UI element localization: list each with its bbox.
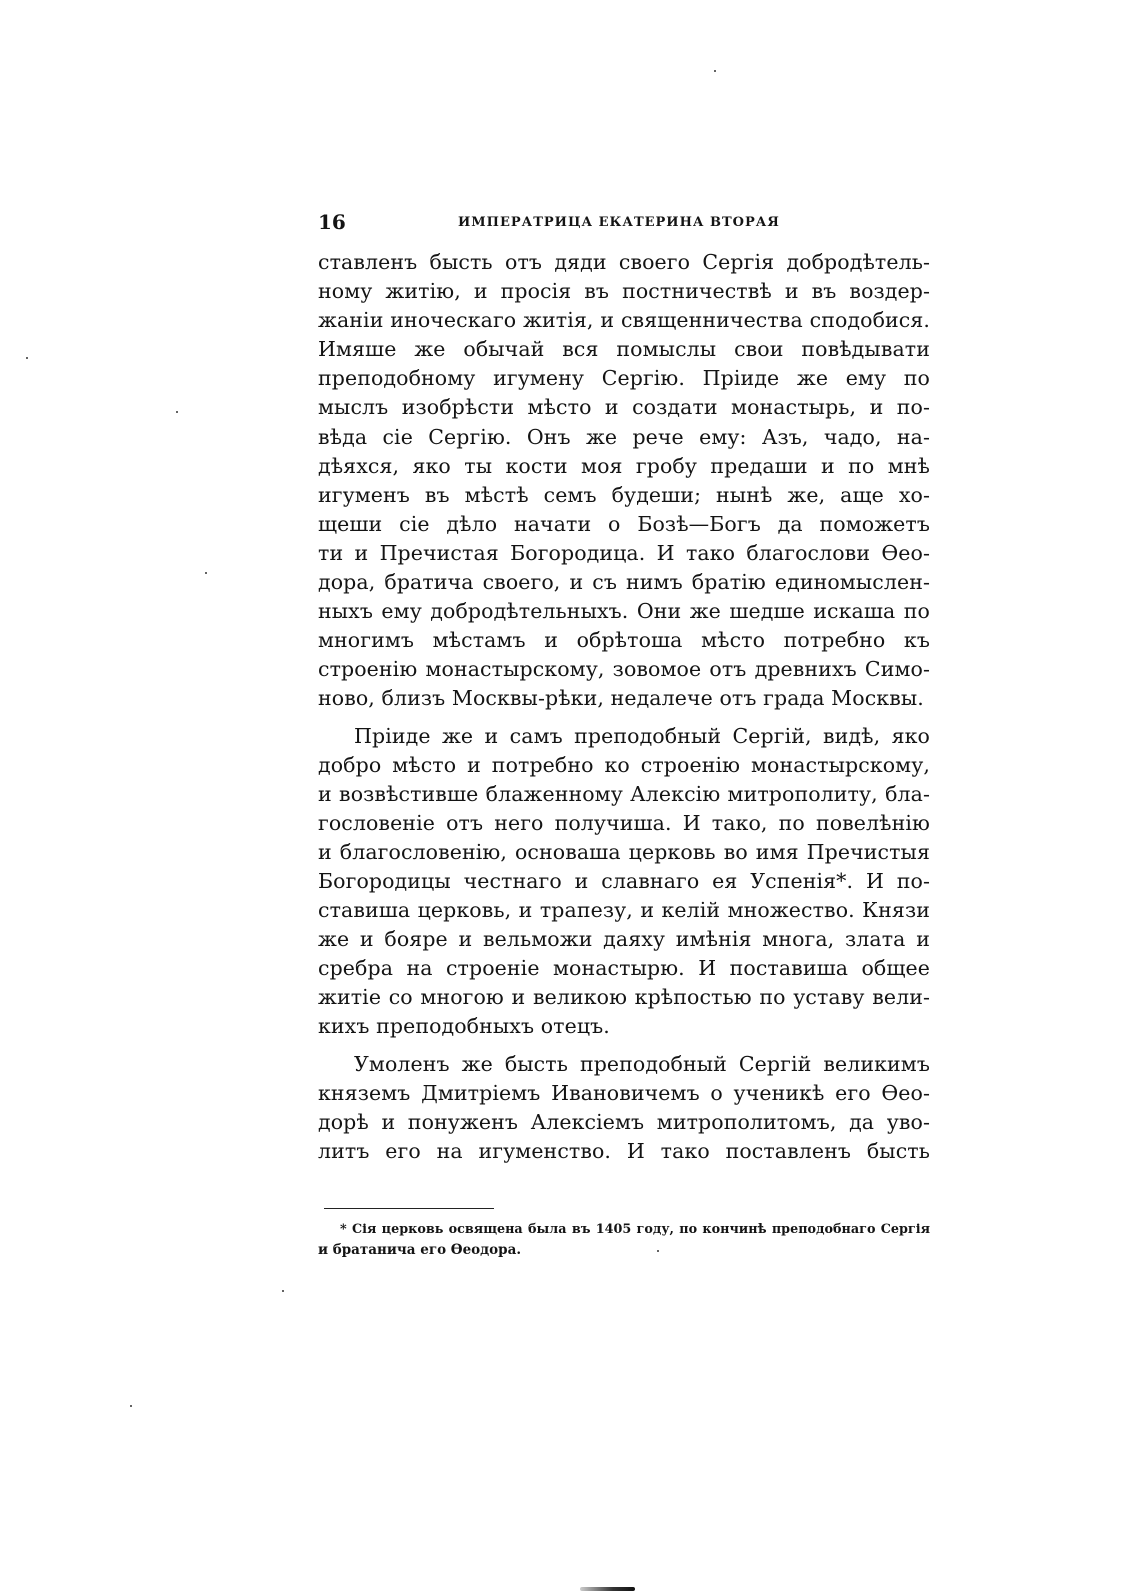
text-line: гословеніе отъ него получиша. И тако, по повелѣнію — [318, 810, 930, 835]
text-line: добро мѣсто и потребно ко строенію монастырскому, — [318, 752, 930, 777]
text-line: ному житію, и просія въ постничествѣ и въ воздер- — [318, 279, 930, 304]
text-line: Богородицы честнаго и славнаго ея Успенія*. И по- — [318, 868, 930, 893]
text-line: же и бояре и вельможи даяху имѣнія многа, злата и — [318, 927, 930, 952]
text-line: ново, близъ Москвы-рѣки, недалече отъ града Москвы. — [318, 686, 924, 711]
paragraph-3 — [318, 1050, 930, 1166]
footnote-line: * Сія церковь освящена была въ 1405 году, по кончинѣ преподобнаго Сергія — [340, 1222, 930, 1237]
text-line: дора, братича своего, и съ нимъ братію единомыслен- — [318, 570, 930, 595]
paragraph-2 — [318, 722, 930, 1042]
footnote-divider — [324, 1208, 494, 1209]
text-line: дѣяхся, яко ты кости моя гробу предаши и по мнѣ — [318, 453, 930, 478]
text-line: Имяше же обычай вся помыслы свои повѣдывати — [318, 337, 930, 362]
scan-speck — [130, 1405, 132, 1407]
text-line: щеши сіе дѣло начати о Бозѣ—Богъ да поможетъ — [318, 511, 930, 536]
scan-smudge — [580, 1587, 635, 1591]
text-line: житіе со многою и великою крѣпостью по уставу вели- — [318, 985, 930, 1010]
text-line: ставиша церковь, и трапезу, и келій множество. Князи — [318, 898, 930, 923]
text-line: ти и Пречистая Богородица. И тако благослови Ѳео- — [318, 540, 930, 565]
footnote-line: и братанича его Ѳеодора. — [318, 1242, 522, 1258]
page-number: 16 — [318, 210, 346, 234]
paragraph-1 — [318, 248, 930, 714]
scan-speck — [714, 70, 716, 72]
text-line: ныхъ ему добродѣтельныхъ. Они же шедше искаша по — [318, 599, 930, 624]
text-line: кихъ преподобныхъ отецъ. — [318, 1014, 610, 1039]
text-line: ставленъ бысть отъ дяди своего Сергія добродѣтель- — [318, 250, 930, 274]
scan-speck — [282, 1290, 284, 1292]
text-line: строенію монастырскому, зовомое отъ древнихъ Симо- — [318, 657, 930, 682]
running-head: ИМПЕРАТРИЦА ЕКАТЕРИНА ВТОРАЯ — [458, 215, 780, 230]
text-line: и возвѣстивше блаженному Алексію митрополиту, бла- — [318, 781, 930, 806]
footnote — [318, 1219, 930, 1261]
scan-speck — [176, 411, 178, 413]
text-line: литъ его на игуменство. И тако поставленъ бысть — [318, 1138, 930, 1163]
text-line: и благословенію, основаша церковь во имя Пречистыя — [318, 839, 930, 864]
text-line: вѣда сіе Сергію. Онъ же рече ему: Азъ, чадо, на- — [318, 424, 930, 449]
text-line: жаніи иноческаго житія, и священничества сподобися. — [318, 308, 930, 333]
text-line: дорѣ и понуженъ Алексіемъ митрополитомъ, да уво- — [318, 1109, 930, 1134]
text-line: многимъ мѣстамъ и обрѣтоша мѣсто потребно къ — [318, 628, 930, 653]
text-line: Пріиде же и самъ преподобный Сергій, видѣ, яко — [354, 723, 930, 748]
text-line: игуменъ въ мѣстѣ семъ будеши; нынѣ же, аще хо- — [318, 482, 930, 507]
text-line: сребра на строеніе монастырю. И поставиша общее — [318, 956, 930, 981]
text-line: преподобному игумену Сергію. Пріиде же ему по — [318, 366, 930, 391]
text-line: княземъ Дмитріемъ Ивановичемъ о ученикѣ его Ѳео- — [318, 1080, 930, 1105]
page-header — [318, 212, 930, 240]
scan-speck — [26, 357, 28, 359]
text-line: мыслъ изобрѣсти мѣсто и создати монастырь, и по- — [318, 395, 930, 420]
body-text — [318, 248, 930, 1174]
scan-speck — [205, 572, 207, 574]
text-line: Умоленъ же бысть преподобный Сергій великимъ — [354, 1051, 930, 1076]
